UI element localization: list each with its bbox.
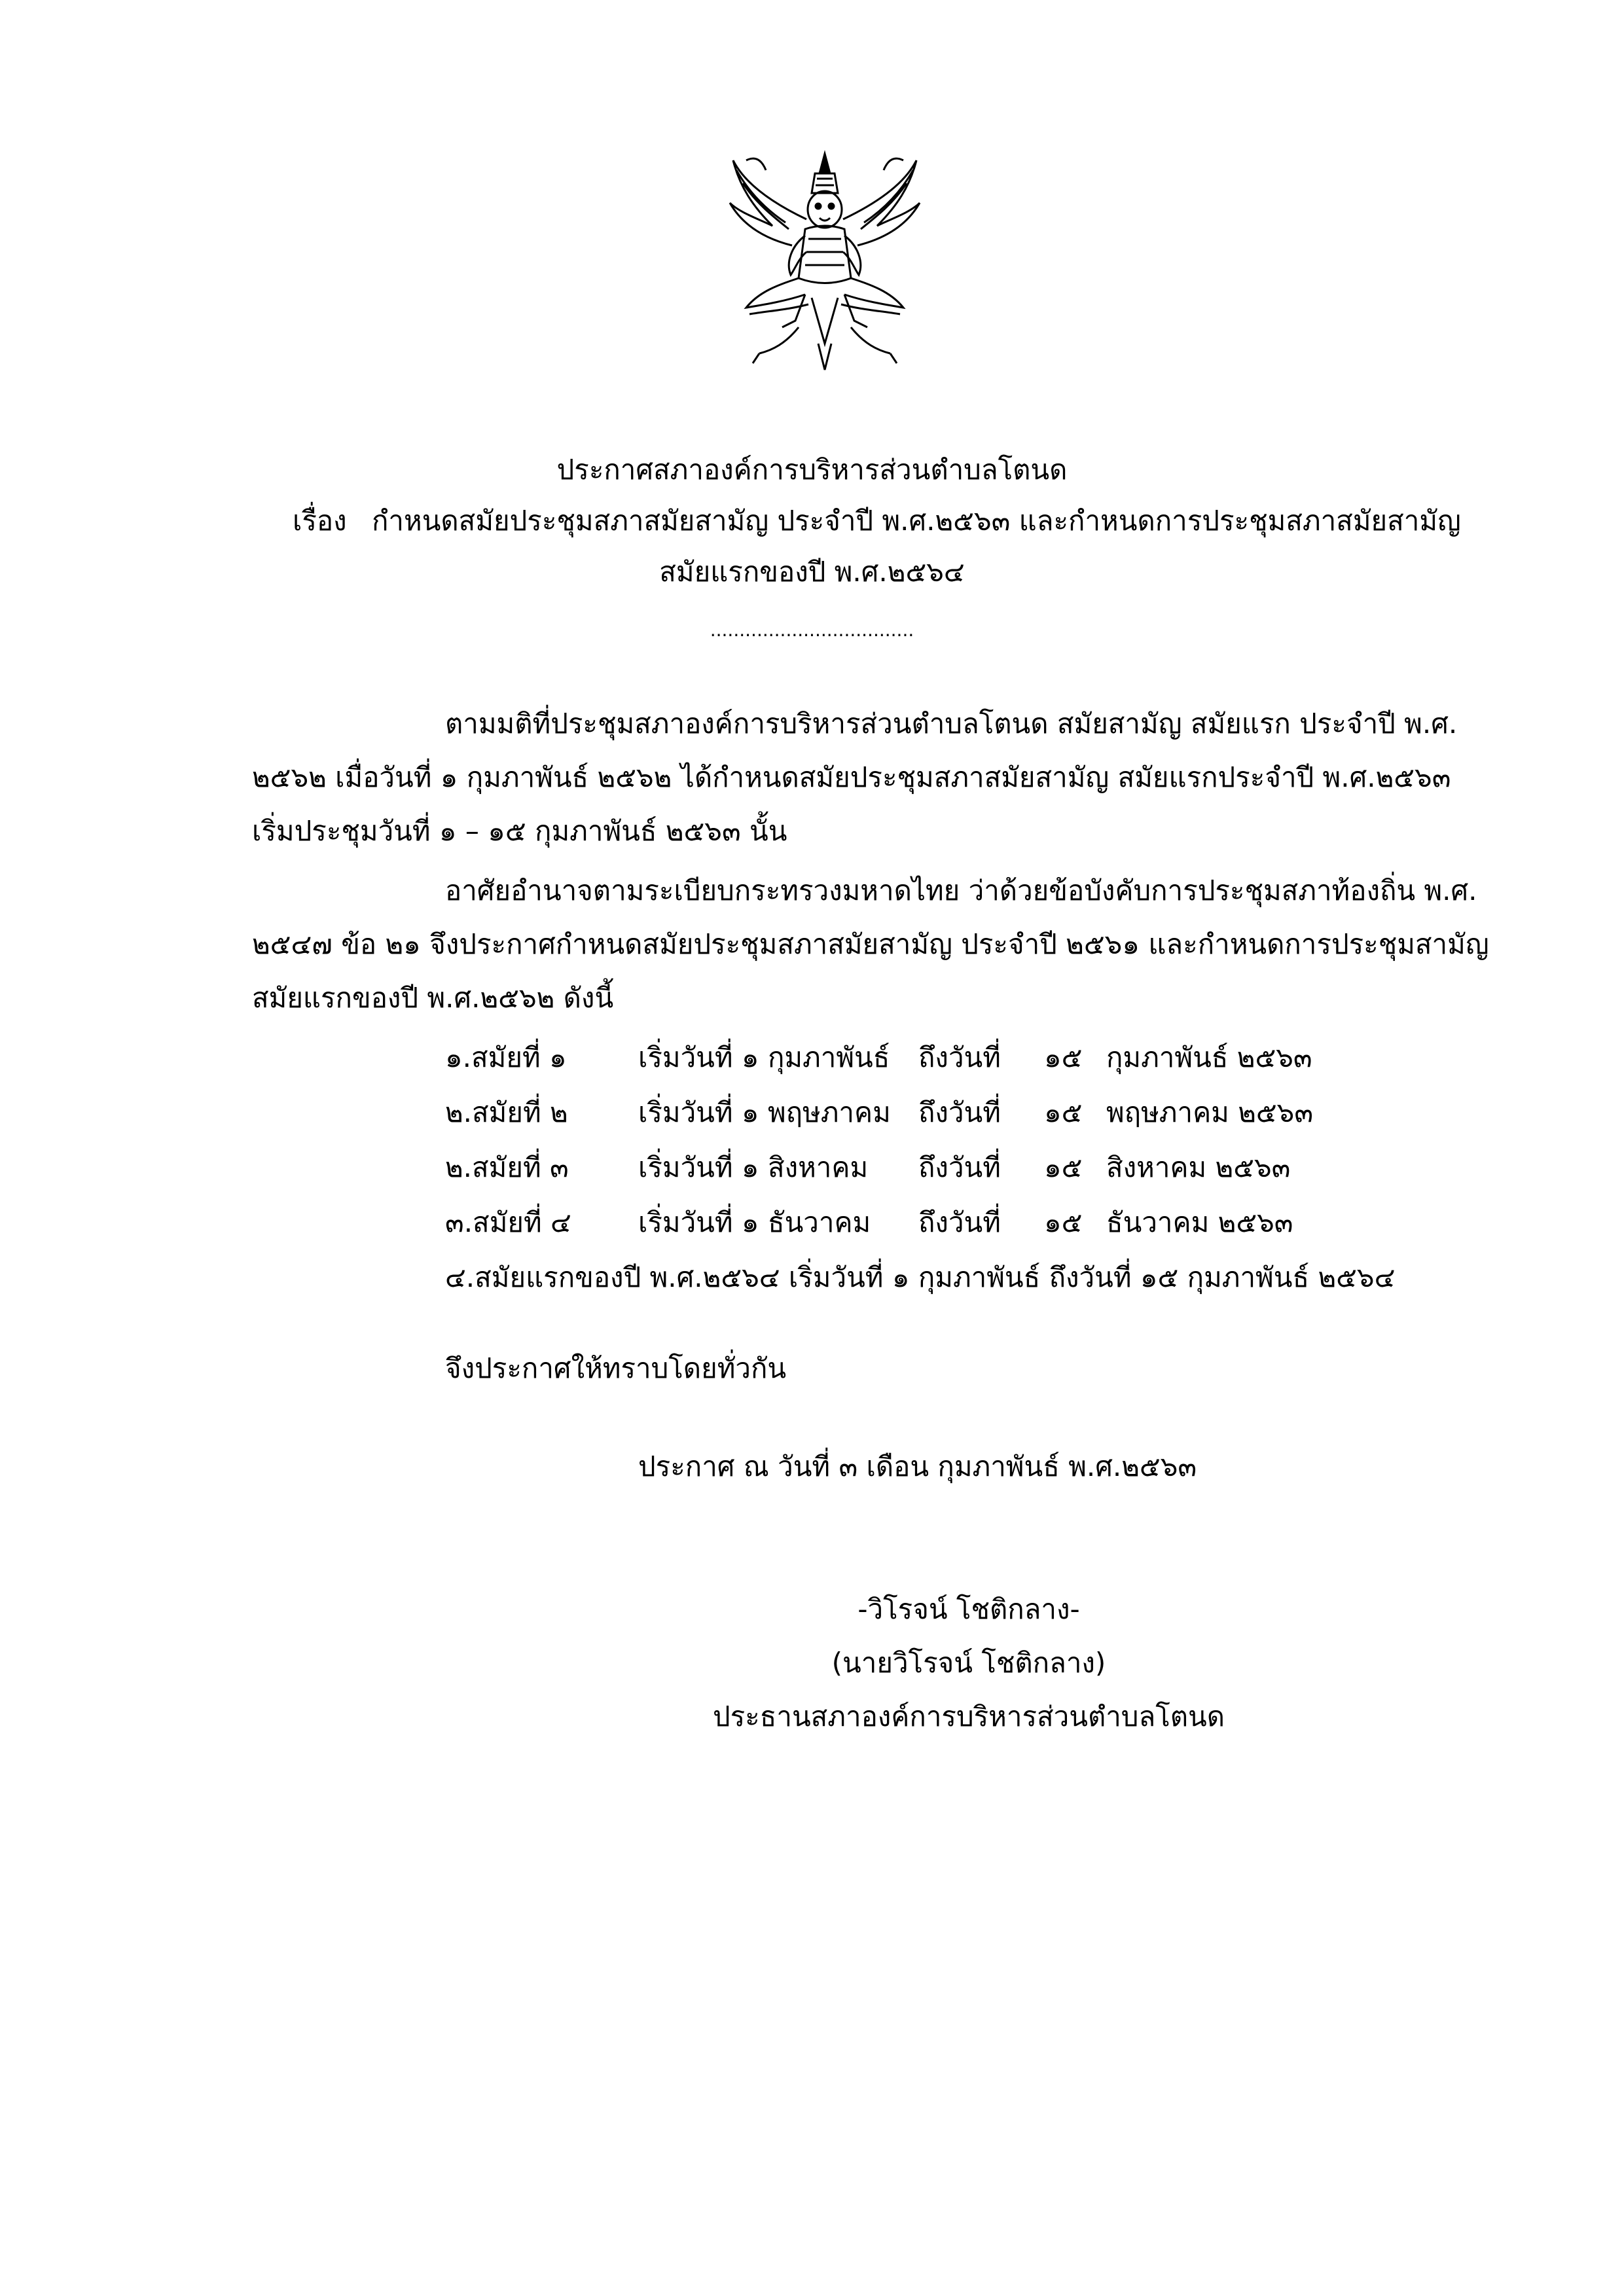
paragraph-1-line-1: ตามมติที่ประชุมสภาองค์การบริหารส่วนตำบลโตนด สมัยสามัญ สมัยแรก ประจำปี พ.ศ. [445, 708, 1458, 740]
signatory-position: ประธานสภาองค์การบริหารส่วนตำบลโตนด [712, 1700, 1225, 1732]
schedule-session: ๓.สมัยที่ ๔ [445, 1206, 571, 1238]
document-title: ประกาศสภาองค์การบริหารส่วนตำบลโตนด [556, 454, 1068, 486]
title-divider: ................................... [710, 619, 914, 641]
schedule-start: เริ่มวันที่ ๑ ธันวาคม [638, 1206, 871, 1238]
paragraph-2-line-2: ๒๕๔๗ ข้อ ๒๑ จึงประกาศกำหนดสมัยประชุมสภาสมัยสามัญ ประจำปี ๒๕๖๑ และกำหนดการประชุมสามัญ [252, 928, 1489, 960]
schedule-start: เริ่มวันที่ ๑ กุมภาพันธ์ [638, 1041, 890, 1073]
schedule-end-date: พฤษภาคม ๒๕๖๓ [1106, 1096, 1314, 1128]
schedule-end-label: ถึงวันที่ [918, 1206, 1001, 1238]
schedule-row-last: ๔.สมัยแรกของปี พ.ศ.๒๕๖๔ เริ่มวันที่ ๑ กุมภาพันธ์ ถึงวันที่ ๑๕ กุมภาพันธ์ ๒๕๖๔ [445, 1261, 1396, 1293]
schedule-end-day: ๑๕ [1044, 1151, 1083, 1183]
paragraph-2-line-1: อาศัยอำนาจตามระเบียบกระทรวงมหาดไทย ว่าด้วยข้อบังคับการประชุมสภาท้องถิ่น พ.ศ. [445, 874, 1477, 906]
schedule-end-date: กุมภาพันธ์ ๒๕๖๓ [1106, 1041, 1312, 1073]
schedule-end-label: ถึงวันที่ [918, 1041, 1001, 1073]
schedule-end-label: ถึงวันที่ [918, 1096, 1001, 1128]
closing-statement: จึงประกาศให้ทราบโดยทั่วกัน [445, 1352, 787, 1384]
schedule-end-date: ธันวาคม ๒๕๖๓ [1106, 1206, 1293, 1238]
paragraph-1-line-2: ๒๕๖๒ เมื่อวันที่ ๑ กุมภาพันธ์ ๒๕๖๒ ได้กำหนดสมัยประชุมสภาสมัยสามัญ สมัยแรกประจำปี พ.ศ.๒๕๖๓ [252, 761, 1451, 793]
schedule-start: เริ่มวันที่ ๑ สิงหาคม [638, 1151, 869, 1183]
subject-label: เรื่อง [293, 505, 347, 537]
signed-name: -วิโรจน์ โชติกลาง- [857, 1593, 1080, 1625]
garuda-emblem-icon [720, 147, 929, 380]
signatory-full-name: (นายวิโรจน์ โชติกลาง) [831, 1647, 1106, 1679]
schedule-end-day: ๑๕ [1044, 1096, 1083, 1128]
schedule-end-day: ๑๕ [1044, 1041, 1083, 1073]
paragraph-2-line-3: สมัยแรกของปี พ.ศ.๒๕๖๒ ดังนี้ [252, 982, 614, 1014]
schedule-start: เริ่มวันที่ ๑ พฤษภาคม [638, 1096, 891, 1128]
schedule-session: ๒.สมัยที่ ๒ [445, 1096, 568, 1128]
schedule-end-date: สิงหาคม ๒๕๖๓ [1106, 1151, 1291, 1183]
schedule-end-day: ๑๕ [1044, 1206, 1083, 1238]
schedule-end-label: ถึงวันที่ [918, 1151, 1001, 1183]
subject-line-1: กำหนดสมัยประชุมสภาสมัยสามัญ ประจำปี พ.ศ.๒๕๖๓ และกำหนดการประชุมสภาสมัยสามัญ [372, 505, 1461, 537]
announcement-date: ประกาศ ณ วันที่ ๓ เดือน กุมภาพันธ์ พ.ศ.๒๕๖๓ [638, 1450, 1197, 1482]
paragraph-1-line-3: เริ่มประชุมวันที่ ๑ – ๑๕ กุมภาพันธ์ ๒๕๖๓ นั้น [252, 815, 787, 847]
schedule-session: ๒.สมัยที่ ๓ [445, 1151, 569, 1183]
subject-line-2: สมัยแรกของปี พ.ศ.๒๕๖๔ [659, 556, 965, 588]
schedule-session: ๑.สมัยที่ ๑ [445, 1041, 567, 1073]
